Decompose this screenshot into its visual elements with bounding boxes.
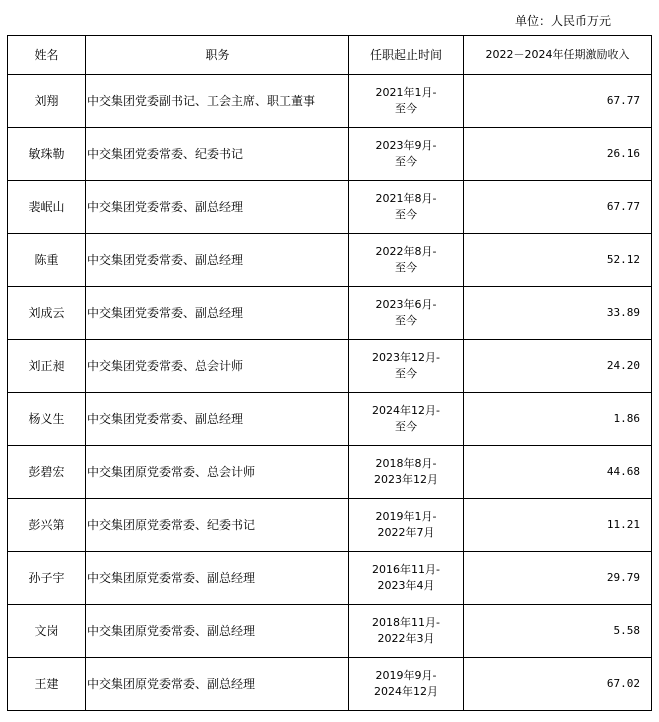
table-row: [8, 181, 652, 234]
term-end: 2024年12月: [374, 685, 438, 698]
term-end: 2023年4月: [377, 579, 435, 592]
table-row: [8, 393, 652, 446]
term-start: 2019年9月-: [375, 669, 437, 682]
term-start: 2019年1月-: [375, 510, 437, 523]
term-start: 2024年12月-: [372, 404, 440, 417]
header-name: 姓名: [8, 36, 86, 75]
table-row: [8, 605, 652, 658]
table-row: [8, 446, 652, 499]
cell-term: [349, 552, 464, 605]
cell-income: 67.77: [464, 181, 652, 234]
cell-income: 26.16: [464, 128, 652, 181]
table-row: [8, 340, 652, 393]
table-row: [8, 234, 652, 287]
cell-term: [349, 393, 464, 446]
table-header-row: [8, 36, 652, 75]
cell-position: 中交集团原党委常委、副总经理: [86, 658, 349, 711]
cell-position: 中交集团原党委常委、副总经理: [86, 605, 349, 658]
term-start: 2021年8月-: [375, 192, 437, 205]
cell-term: [349, 605, 464, 658]
cell-income: 11.21: [464, 499, 652, 552]
term-end: 至今: [395, 155, 417, 168]
cell-income: 52.12: [464, 234, 652, 287]
cell-position: 中交集团党委副书记、工会主席、职工董事: [86, 75, 349, 128]
cell-term: [349, 75, 464, 128]
term-start: 2023年12月-: [372, 351, 440, 364]
cell-name: 刘翔: [8, 75, 86, 128]
cell-name: 王建: [8, 658, 86, 711]
table-row: [8, 552, 652, 605]
cell-name: 彭兴第: [8, 499, 86, 552]
cell-name: 彭碧宏: [8, 446, 86, 499]
table-body: [8, 75, 652, 711]
cell-name: 敏珠勒: [8, 128, 86, 181]
cell-income: 5.58: [464, 605, 652, 658]
cell-position: 中交集团原党委常委、总会计师: [86, 446, 349, 499]
term-end: 至今: [395, 261, 417, 274]
cell-income: 67.02: [464, 658, 652, 711]
cell-income: 44.68: [464, 446, 652, 499]
table-row: [8, 499, 652, 552]
cell-income: 33.89: [464, 287, 652, 340]
term-start: 2016年11月-: [372, 563, 440, 576]
cell-position: 中交集团党委常委、副总经理: [86, 234, 349, 287]
cell-name: 陈重: [8, 234, 86, 287]
table-row: [8, 658, 652, 711]
table-row: [8, 75, 652, 128]
cell-income: 29.79: [464, 552, 652, 605]
term-start: 2023年6月-: [375, 298, 437, 311]
cell-term: [349, 340, 464, 393]
cell-term: [349, 287, 464, 340]
cell-name: 孙子宇: [8, 552, 86, 605]
header-position: 职务: [86, 36, 349, 75]
term-end: 2022年3月: [377, 632, 435, 645]
term-start: 2023年9月-: [375, 139, 437, 152]
term-end: 至今: [395, 102, 417, 115]
term-start: 2021年1月-: [375, 86, 437, 99]
cell-term: [349, 181, 464, 234]
cell-position: 中交集团原党委常委、纪委书记: [86, 499, 349, 552]
term-end: 至今: [395, 420, 417, 433]
term-start: 2022年8月-: [375, 245, 437, 258]
term-end: 至今: [395, 367, 417, 380]
cell-term: [349, 234, 464, 287]
term-end: 2022年7月: [377, 526, 435, 539]
cell-name: 刘正昶: [8, 340, 86, 393]
cell-term: [349, 128, 464, 181]
table-row: [8, 128, 652, 181]
cell-name: 刘成云: [8, 287, 86, 340]
header-term: 任职起止时间: [349, 36, 464, 75]
cell-position: 中交集团原党委常委、副总经理: [86, 552, 349, 605]
header-income: 2022－2024年任期激励收入: [464, 36, 652, 75]
cell-income: 1.86: [464, 393, 652, 446]
cell-income: 67.77: [464, 75, 652, 128]
term-end: 至今: [395, 314, 417, 327]
cell-name: 杨义生: [8, 393, 86, 446]
cell-term: [349, 499, 464, 552]
cell-position: 中交集团党委常委、总会计师: [86, 340, 349, 393]
cell-income: 24.20: [464, 340, 652, 393]
cell-position: 中交集团党委常委、副总经理: [86, 181, 349, 234]
table-row: [8, 287, 652, 340]
cell-term: [349, 446, 464, 499]
cell-name: 文岗: [8, 605, 86, 658]
compensation-table: [7, 35, 652, 711]
term-start: 2018年8月-: [375, 457, 437, 470]
term-end: 至今: [395, 208, 417, 221]
cell-term: [349, 658, 464, 711]
cell-position: 中交集团党委常委、纪委书记: [86, 128, 349, 181]
cell-name: 裴岷山: [8, 181, 86, 234]
cell-position: 中交集团党委常委、副总经理: [86, 393, 349, 446]
unit-label: 单位：人民币万元: [515, 14, 612, 28]
cell-position: 中交集团党委常委、副总经理: [86, 287, 349, 340]
term-end: 2023年12月: [374, 473, 438, 486]
term-start: 2018年11月-: [372, 616, 440, 629]
